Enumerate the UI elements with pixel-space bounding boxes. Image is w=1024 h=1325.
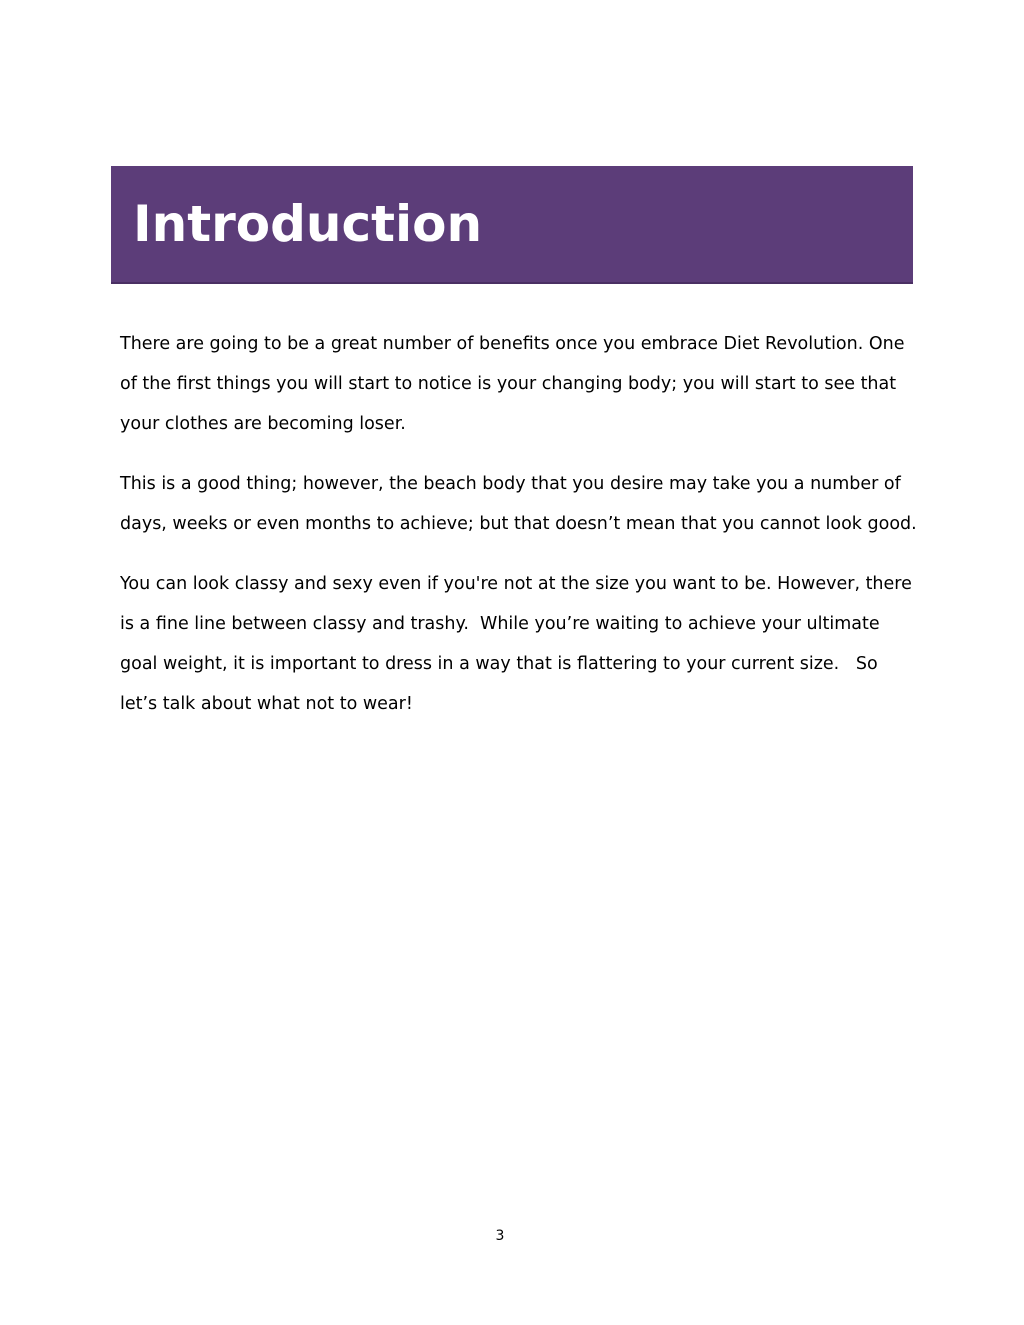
- page-number: 3: [495, 1228, 505, 1244]
- title-banner: [111, 166, 913, 284]
- paragraph-1: There are going to be a great number of benefits once you embrace Diet Revolution. One of the first things you will start to notice is your changing body; you will start to see that your clothes are becoming loser.: [120, 334, 911, 434]
- page-title: Introduction: [133, 195, 483, 253]
- paragraph-3: You can look classy and sexy even if you're not at the size you want to be. However, there is a fine line between classy and trashy. While you’re waiting to achieve your ultimate goal weight, it is important to dress in a way that is flattering to your current size. So let’s talk about what not to wear!: [120, 574, 918, 714]
- body-text: [120, 324, 920, 744]
- paragraph-2: This is a good thing; however, the beach body that you desire may take you a number of days, weeks or even months to achieve; but that doesn’t mean that you cannot look good.: [120, 474, 917, 534]
